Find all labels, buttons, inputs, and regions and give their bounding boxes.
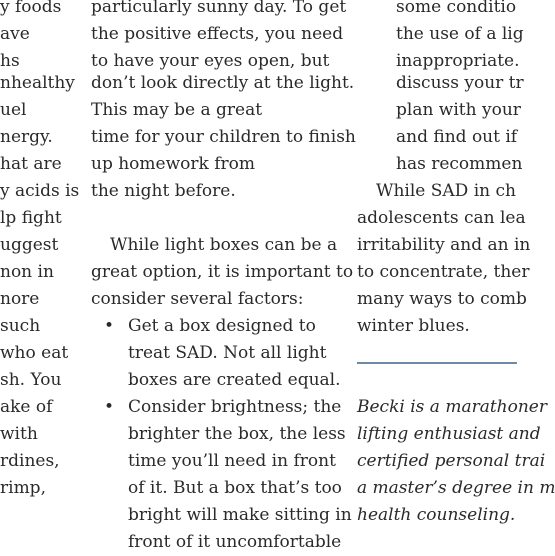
- text-line: some conditio: [396, 0, 517, 17]
- text-line: plan with your: [396, 100, 521, 120]
- text-line: inappropriate.: [396, 51, 520, 71]
- text-line: who eat: [0, 343, 69, 363]
- text-line: with: [0, 424, 38, 444]
- text-line: boxes are created equal.: [128, 370, 341, 390]
- text-line: nore: [0, 289, 40, 309]
- text-line: adolescents can lea: [357, 208, 526, 228]
- text-line: the use of a lig: [396, 24, 524, 44]
- text-line: ake of: [0, 397, 53, 417]
- text-line: rimp,: [0, 478, 46, 498]
- text-line: This may be a great: [91, 100, 263, 120]
- text-line: and find out if: [396, 127, 518, 147]
- text-line: of it. But a box that’s too: [128, 478, 342, 498]
- text-line: the positive effects, you need: [91, 24, 344, 44]
- author-bio-line: Becki is a marathoner: [357, 397, 547, 417]
- text-line: up homework from: [91, 154, 255, 174]
- text-line: nhealthy: [0, 73, 75, 93]
- text-line: uggest: [0, 235, 59, 255]
- text-line: y foods: [0, 0, 62, 17]
- text-line: consider several factors:: [91, 289, 304, 309]
- text-line: front of it uncomfortable: [128, 532, 342, 552]
- text-line: winter blues.: [357, 316, 470, 336]
- text-line: discuss your tr: [396, 73, 524, 93]
- text-line: treat SAD. Not all light: [128, 343, 327, 363]
- text-line: y acids is: [0, 181, 80, 201]
- author-bio-line: lifting enthusiast and: [357, 424, 541, 444]
- section-divider: [357, 362, 517, 364]
- text-line: While SAD in ch: [376, 181, 516, 201]
- text-line: nergy.: [0, 127, 53, 147]
- text-line: time you’ll need in front: [128, 451, 336, 471]
- text-line: great option, it is important to: [91, 262, 354, 282]
- text-line: has recommen: [396, 154, 523, 174]
- text-line: brighter the box, the less: [128, 424, 346, 444]
- text-line: to have your eyes open, but: [91, 51, 330, 71]
- text-line: irritability and an in: [357, 235, 531, 255]
- text-line: the night before.: [91, 181, 236, 201]
- text-line: time for your children to finish: [91, 127, 356, 147]
- text-line: While light boxes can be a: [110, 235, 338, 255]
- text-line: such: [0, 316, 41, 336]
- bullet-marker: •: [104, 316, 115, 336]
- text-line: rdines,: [0, 451, 60, 471]
- text-line: hat are: [0, 154, 62, 174]
- author-bio-line: certified personal trai: [357, 451, 546, 471]
- text-line: uel: [0, 100, 27, 120]
- text-line: ave: [0, 24, 30, 44]
- text-line: bright will make sitting in: [128, 505, 352, 525]
- text-line: to concentrate, ther: [357, 262, 530, 282]
- author-bio-line: health counseling.: [357, 505, 516, 525]
- text-line: sh. You: [0, 370, 62, 390]
- text-line: don’t look directly at the light.: [91, 73, 355, 93]
- text-line: lp fight: [0, 208, 62, 228]
- text-line: hs: [0, 51, 20, 71]
- bullet-marker: •: [104, 397, 115, 417]
- text-line: non in: [0, 262, 54, 282]
- text-line: particularly sunny day. To get: [91, 0, 347, 17]
- text-line: many ways to comb: [357, 289, 527, 309]
- text-line: Get a box designed to: [128, 316, 316, 336]
- author-bio-line: a master’s degree in m: [357, 478, 555, 498]
- text-line: Consider brightness; the: [128, 397, 342, 417]
